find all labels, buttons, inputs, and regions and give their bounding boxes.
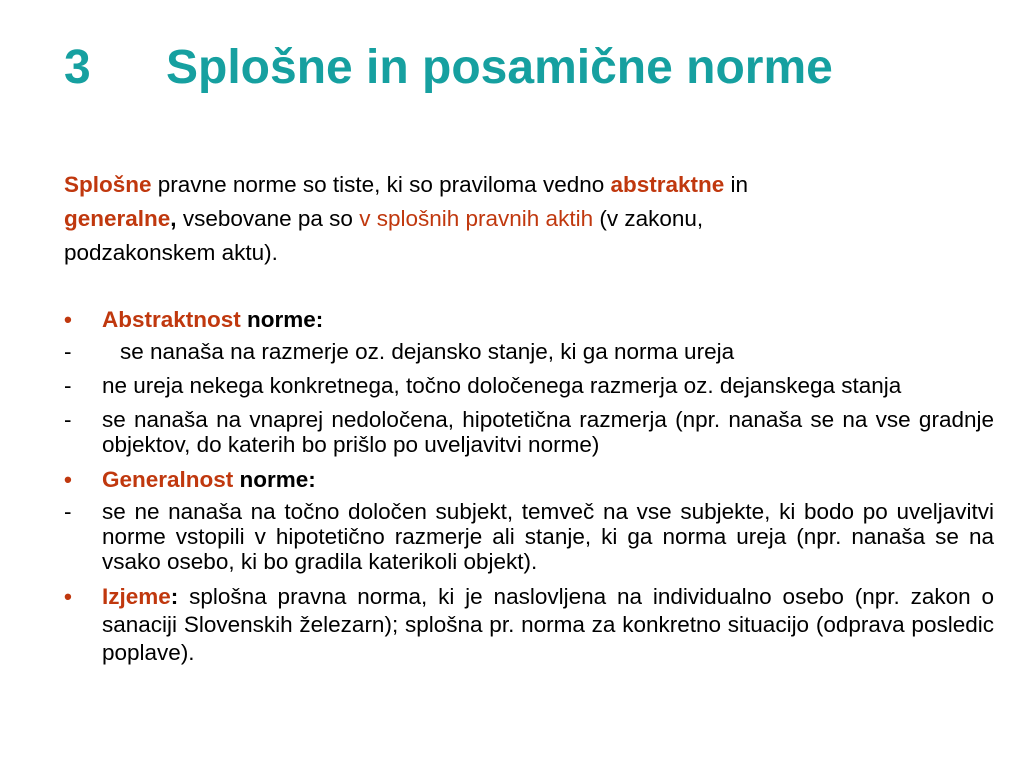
dash-marker: - (64, 499, 72, 524)
dash-marker: - (64, 373, 72, 398)
general-heading (64, 466, 994, 494)
exception-colon: : (170, 584, 179, 609)
abstract-item-1: se nanaša na razmerje oz. dejansko stanje, ki ga norma ureja (120, 339, 735, 364)
section-number: 3 (64, 41, 91, 94)
slide-title (64, 38, 833, 98)
intro-paragraph (64, 168, 964, 270)
term-abstraktne: abstraktne (610, 172, 725, 197)
bullet-marker: • (64, 467, 72, 492)
general-item-1: se ne nanaša na točno določen subjekt, temveč na vse subjekte, ki bodo po uveljavitvi norme vstopili v hipotetično razmerje ali stanje, ki ga norma ureja (npr. nanaša se na vsako osebo, ki bo gradila katerikoli objekt). (102, 499, 994, 574)
abstract-label: Abstraktnost (102, 307, 241, 332)
list-item (64, 339, 994, 364)
exception-item (64, 583, 994, 667)
list-item (64, 373, 994, 398)
intro-text-3: vsebovane pa so (176, 206, 360, 231)
general-suffix: norme: (233, 467, 316, 492)
abstract-heading (64, 306, 994, 334)
dash-marker: - (64, 339, 72, 364)
title-text: Splošne in posamične norme (166, 41, 833, 94)
slide-body (64, 306, 994, 672)
intro-comma: , (170, 206, 177, 231)
abstract-item-3: se nanaša na vnaprej nedoločena, hipotetična razmerja (npr. nanaša se na vse gradnje objektov, do katerih bo prišlo po uveljavitvi norme) (102, 407, 994, 457)
bullet-marker: • (64, 307, 72, 332)
intro-text-5: podzakonskem aktu). (64, 240, 278, 265)
dash-marker: - (64, 407, 72, 432)
abstract-suffix: norme: (240, 307, 324, 332)
exception-label: Izjeme (102, 584, 171, 609)
abstract-item-2: ne ureja nekega konkretnega, točno določenega razmerja oz. dejanskega stanja (102, 373, 902, 398)
list-item (64, 499, 994, 574)
general-label: Generalnost (102, 467, 234, 492)
term-splosne: Splošne (64, 172, 152, 197)
bullet-marker: • (64, 584, 72, 609)
exception-text: splošna pravna norma, ki je naslovljena na individualno osebo (npr. zakon o sanaciji Slovenskih železarn); splošna pr. norma za konkretno situacijo (odprava posledic poplave). (102, 584, 994, 665)
term-splosni-akti: v splošnih pravnih aktih (359, 206, 594, 231)
list-item (64, 407, 994, 457)
intro-text-4: (v zakonu, (593, 206, 704, 231)
intro-text-1: pravne norme so tiste, ki so praviloma vedno (151, 172, 611, 197)
term-generalne: generalne (64, 206, 171, 231)
intro-text-2: in (724, 172, 749, 197)
